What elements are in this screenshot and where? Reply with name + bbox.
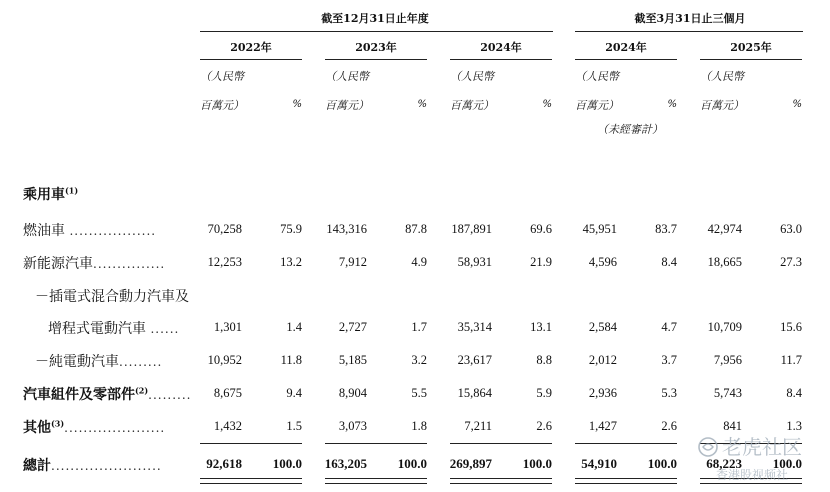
cell-percent: 2.6 [536, 419, 552, 433]
cell-value: 2,936 [588, 386, 617, 400]
row-label-ice-vehicles: 燃油車 .................. [23, 223, 157, 239]
cell-percent: 69.6 [530, 222, 552, 236]
cell-value: 8,904 [338, 386, 367, 400]
cell-percent: 75.9 [280, 222, 302, 236]
cell-percent: 11.7 [780, 353, 802, 367]
cell-total-value: 163,205 [324, 456, 367, 471]
unit-header: （人民幣 百萬元） [450, 70, 494, 112]
cell-value: 12,253 [207, 255, 242, 269]
cell-percent: 27.3 [780, 255, 802, 269]
cell-value: 35,314 [457, 320, 492, 334]
cell-total-value: 92,618 [206, 456, 242, 471]
cell-percent: 1.5 [286, 419, 302, 433]
cell-percent: 8.4 [661, 255, 677, 269]
total-top-rule [325, 443, 427, 444]
cell-percent: 63.0 [780, 222, 802, 236]
cell-value: 5,185 [338, 353, 367, 367]
percent-header: % [417, 99, 427, 110]
fiscal-year-group-header: 截至12月31日止年度 [321, 12, 429, 25]
cell-percent: 1.4 [286, 320, 302, 334]
row-label-nev: 新能源汽車............... [23, 256, 166, 272]
cell-value: 1,432 [213, 419, 242, 433]
year-rule-2023 [325, 59, 427, 60]
watermark-logo-icon [697, 436, 719, 458]
cell-percent: 21.9 [530, 255, 552, 269]
unit-header: （人民幣 百萬元） [700, 70, 744, 112]
cell-percent: 13.2 [280, 255, 302, 269]
unit-header: （人民幣 百萬元） [325, 70, 369, 112]
year-rule-2022 [200, 59, 302, 60]
cell-value: 8,675 [213, 386, 242, 400]
cell-percent: 3.2 [411, 353, 427, 367]
cell-value: 58,931 [457, 255, 492, 269]
cell-percent: 4.9 [411, 255, 427, 269]
cell-value: 15,864 [457, 386, 492, 400]
cell-percent: 4.7 [661, 320, 677, 334]
cell-total-percent: 100.0 [272, 456, 302, 471]
quarter-group-rule [575, 31, 803, 32]
row-label-components: 汽車組件及零部件$^{(2)}$......... [23, 385, 192, 403]
cell-percent: 13.1 [530, 320, 552, 334]
cell-percent: 8.4 [786, 386, 802, 400]
percent-header: % [292, 99, 302, 110]
cell-percent: 83.7 [655, 222, 677, 236]
watermark-subtext: 香港股视频社 [716, 468, 789, 482]
year-header-2024: 2024年 [480, 41, 522, 54]
cell-total-value: 68,223 [706, 456, 742, 471]
cell-percent: 2.6 [661, 419, 677, 433]
cell-total-percent: 100.0 [772, 456, 802, 471]
fiscal-year-group-rule [200, 31, 553, 32]
cell-value: 2,012 [588, 353, 617, 367]
cell-value: 7,211 [464, 419, 492, 433]
year-rule-2024 [450, 59, 552, 60]
total-double-rule [325, 478, 427, 484]
cell-total-value: 54,910 [581, 456, 617, 471]
cell-value: 42,974 [707, 222, 742, 236]
percent-header: % [792, 99, 802, 110]
cell-percent: 1.3 [786, 419, 802, 433]
year-header-q-2024: 2024年 [605, 41, 647, 54]
row-label-others: 其他$^{(3)}$..................... [23, 418, 166, 436]
unit-header: （人民幣 百萬元） [575, 70, 619, 112]
cell-value: 70,258 [207, 222, 242, 236]
cell-total-percent: 100.0 [397, 456, 427, 471]
row-label-bev: －純電動汽車......... [35, 354, 163, 370]
cell-percent: 9.4 [286, 386, 302, 400]
cell-total-value: 269,897 [449, 456, 492, 471]
quarter-group-header: 截至3月31日止三個月 [634, 12, 746, 25]
year-rule-q-2025 [700, 59, 802, 60]
percent-header: % [667, 99, 677, 110]
row-label-total: 總計....................... [23, 458, 162, 474]
watermark-text: 老虎社区 [722, 435, 802, 459]
year-rule-q-2024 [575, 59, 677, 60]
cell-value: 3,073 [338, 419, 367, 433]
cell-percent: 15.6 [780, 320, 802, 334]
cell-value: 2,727 [338, 320, 367, 334]
cell-percent: 8.8 [536, 353, 552, 367]
row-label-phev-line1: －插電式混合動力汽車及 [35, 289, 189, 305]
cell-value: 2,584 [588, 320, 617, 334]
cell-value: 4,596 [588, 255, 617, 269]
cell-value: 45,951 [582, 222, 617, 236]
year-header-2023: 2023年 [355, 41, 397, 54]
total-top-rule [450, 443, 552, 444]
cell-percent: 1.8 [411, 419, 427, 433]
cell-value: 1,301 [213, 320, 242, 334]
cell-value: 10,952 [207, 353, 242, 367]
unit-header: （人民幣 百萬元） [200, 70, 244, 112]
row-label-phev-line2: 增程式電動汽車 ...... [48, 321, 180, 337]
cell-value: 10,709 [707, 320, 742, 334]
total-double-rule [575, 478, 677, 484]
cell-percent: 11.8 [280, 353, 302, 367]
total-double-rule [200, 478, 302, 484]
total-top-rule [200, 443, 302, 444]
cell-total-percent: 100.0 [647, 456, 677, 471]
cell-percent: 5.5 [411, 386, 427, 400]
cell-percent: 3.7 [661, 353, 677, 367]
cell-value: 187,891 [451, 222, 492, 236]
unaudited-note: （未經審計） [597, 123, 663, 136]
cell-value: 1,427 [588, 419, 617, 433]
cell-value: 7,912 [338, 255, 367, 269]
cell-percent: 5.3 [661, 386, 677, 400]
row-label-passenger-vehicles: 乘用車$^{(1)}$ [23, 185, 79, 203]
cell-value: 143,316 [326, 222, 367, 236]
cell-value: 18,665 [707, 255, 742, 269]
cell-percent: 5.9 [536, 386, 552, 400]
cell-value: 7,956 [713, 353, 742, 367]
total-double-rule [450, 478, 552, 484]
cell-value: 5,743 [713, 386, 742, 400]
year-header-q-2025: 2025年 [730, 41, 772, 54]
percent-header: % [542, 99, 552, 110]
cell-percent: 87.8 [405, 222, 427, 236]
cell-value: 841 [723, 419, 742, 433]
cell-percent: 1.7 [411, 320, 427, 334]
total-top-rule [575, 443, 677, 444]
cell-value: 23,617 [457, 353, 492, 367]
cell-total-percent: 100.0 [522, 456, 552, 471]
year-header-2022: 2022年 [230, 41, 272, 54]
